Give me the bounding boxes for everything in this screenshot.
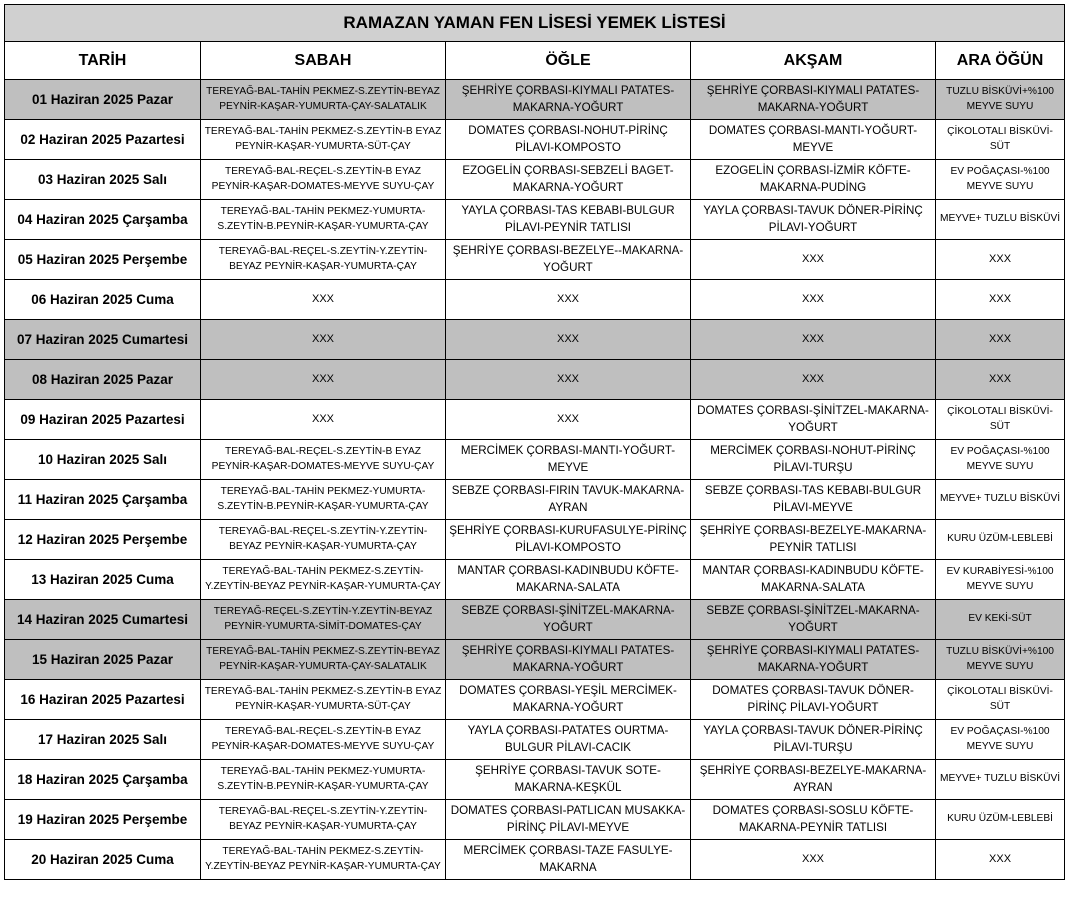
cell-sabah: TEREYAĞ-BAL-TAHİN PEKMEZ-S.ZEYTİN-BEYAZ PEYNİR-KAŞAR-YUMURTA-ÇAY-SALATALIK xyxy=(201,640,446,680)
table-row xyxy=(5,680,1065,720)
cell-date: 13 Haziran 2025 Cuma xyxy=(5,560,201,600)
table-row xyxy=(5,320,1065,360)
cell-sabah: XXX xyxy=(201,320,446,360)
cell-aksam: ŞEHRİYE ÇORBASI-KIYMALI PATATES-MAKARNA-YOĞURT xyxy=(691,640,936,680)
cell-ara-ogun: MEYVE+ TUZLU BİSKÜVİ xyxy=(936,480,1065,520)
cell-sabah: XXX xyxy=(201,280,446,320)
cell-date: 14 Haziran 2025 Cumartesi xyxy=(5,600,201,640)
cell-aksam: XXX xyxy=(691,320,936,360)
cell-sabah: TEREYAĞ-BAL-REÇEL-S.ZEYTİN-Y.ZEYTİN-BEYAZ PEYNİR-KAŞAR-YUMURTA-ÇAY xyxy=(201,240,446,280)
cell-ara-ogun: TUZLU BİSKÜVİ+%100 MEYVE SUYU xyxy=(936,640,1065,680)
cell-ara-ogun: XXX xyxy=(936,280,1065,320)
table-row xyxy=(5,760,1065,800)
table-row xyxy=(5,240,1065,280)
table-row xyxy=(5,360,1065,400)
cell-ogle: DOMATES ÇORBASI-PATLICAN MUSAKKA-PİRİNÇ PİLAVI-MEYVE xyxy=(446,800,691,840)
cell-ogle: ŞEHRİYE ÇORBASI-KURUFASULYE-PİRİNÇ PİLAVI-KOMPOSTO xyxy=(446,520,691,560)
cell-date: 09 Haziran 2025 Pazartesi xyxy=(5,400,201,440)
cell-date: 19 Haziran 2025 Perşembe xyxy=(5,800,201,840)
cell-ogle: XXX xyxy=(446,360,691,400)
table-row xyxy=(5,160,1065,200)
cell-ogle: XXX xyxy=(446,320,691,360)
cell-sabah: TEREYAĞ-BAL-TAHİN PEKMEZ-S.ZEYTİN-B EYAZ PEYNİR-KAŞAR-YUMURTA-SÜT-ÇAY xyxy=(201,680,446,720)
cell-date: 05 Haziran 2025 Perşembe xyxy=(5,240,201,280)
cell-date: 15 Haziran 2025 Pazar xyxy=(5,640,201,680)
cell-aksam: XXX xyxy=(691,360,936,400)
cell-ara-ogun: MEYVE+ TUZLU BİSKÜVİ xyxy=(936,760,1065,800)
cell-ogle: EZOGELİN ÇORBASI-SEBZELİ BAGET-MAKARNA-YOĞURT xyxy=(446,160,691,200)
cell-ogle: MERCİMEK ÇORBASI-MANTI-YOĞURT-MEYVE xyxy=(446,440,691,480)
cell-date: 03 Haziran 2025 Salı xyxy=(5,160,201,200)
table-row xyxy=(5,640,1065,680)
cell-date: 10 Haziran 2025 Salı xyxy=(5,440,201,480)
cell-aksam: DOMATES ÇORBASI-TAVUK DÖNER-PİRİNÇ PİLAVI-YOĞURT xyxy=(691,680,936,720)
table-row xyxy=(5,80,1065,120)
cell-ogle: DOMATES ÇORBASI-YEŞİL MERCİMEK-MAKARNA-YOĞURT xyxy=(446,680,691,720)
header-tarih: TARİH xyxy=(5,42,201,80)
cell-aksam: ŞEHRİYE ÇORBASI-BEZELYE-MAKARNA-PEYNİR TATLISI xyxy=(691,520,936,560)
table-title: RAMAZAN YAMAN FEN LİSESİ YEMEK LİSTESİ xyxy=(5,5,1065,42)
cell-ogle: SEBZE ÇORBASI-FIRIN TAVUK-MAKARNA-AYRAN xyxy=(446,480,691,520)
cell-ara-ogun: EV KEKİ-SÜT xyxy=(936,600,1065,640)
table-row xyxy=(5,280,1065,320)
cell-aksam: YAYLA ÇORBASI-TAVUK DÖNER-PİRİNÇ PİLAVI-TURŞU xyxy=(691,720,936,760)
table-row xyxy=(5,800,1065,840)
cell-aksam: SEBZE ÇORBASI-TAS KEBABI-BULGUR PİLAVI-MEYVE xyxy=(691,480,936,520)
cell-ogle: ŞEHRİYE ÇORBASI-TAVUK SOTE-MAKARNA-KEŞKÜL xyxy=(446,760,691,800)
table-row xyxy=(5,440,1065,480)
cell-sabah: TEREYAĞ-BAL-REÇEL-S.ZEYTİN-B EYAZ PEYNİR-KAŞAR-DOMATES-MEYVE SUYU-ÇAY xyxy=(201,440,446,480)
cell-ogle: XXX xyxy=(446,280,691,320)
cell-date: 12 Haziran 2025 Perşembe xyxy=(5,520,201,560)
cell-sabah: XXX xyxy=(201,400,446,440)
cell-date: 17 Haziran 2025 Salı xyxy=(5,720,201,760)
cell-aksam: MANTAR ÇORBASI-KADINBUDU KÖFTE-MAKARNA-SALATA xyxy=(691,560,936,600)
table-row xyxy=(5,840,1065,880)
header-aksam: AKŞAM xyxy=(691,42,936,80)
table-row xyxy=(5,720,1065,760)
cell-ogle: ŞEHRİYE ÇORBASI-BEZELYE--MAKARNA-YOĞURT xyxy=(446,240,691,280)
cell-ara-ogun: ÇİKOLOTALI BİSKÜVİ-SÜT xyxy=(936,400,1065,440)
table-row xyxy=(5,560,1065,600)
cell-ara-ogun: EV POĞAÇASI-%100 MEYVE SUYU xyxy=(936,720,1065,760)
cell-date: 06 Haziran 2025 Cuma xyxy=(5,280,201,320)
cell-aksam: XXX xyxy=(691,840,936,880)
cell-ara-ogun: XXX xyxy=(936,240,1065,280)
table-row xyxy=(5,520,1065,560)
cell-sabah: TEREYAĞ-REÇEL-S.ZEYTİN-Y.ZEYTİN-BEYAZ PEYNİR-YUMURTA-SİMİT-DOMATES-ÇAY xyxy=(201,600,446,640)
cell-sabah: TEREYAĞ-BAL-TAHİN PEKMEZ-S.ZEYTİN-Y.ZEYTİN-BEYAZ PEYNİR-KAŞAR-YUMURTA-ÇAY xyxy=(201,560,446,600)
cell-date: 18 Haziran 2025 Çarşamba xyxy=(5,760,201,800)
cell-aksam: DOMATES ÇORBASI-SOSLU KÖFTE-MAKARNA-PEYNİR TATLISI xyxy=(691,800,936,840)
table-row xyxy=(5,120,1065,160)
cell-ara-ogun: ÇİKOLOTALI BİSKÜVİ-SÜT xyxy=(936,120,1065,160)
cell-aksam: XXX xyxy=(691,280,936,320)
cell-ara-ogun: MEYVE+ TUZLU BİSKÜVİ xyxy=(936,200,1065,240)
cell-ara-ogun: EV POĞAÇASI-%100 MEYVE SUYU xyxy=(936,440,1065,480)
cell-aksam: EZOGELİN ÇORBASI-İZMİR KÖFTE-MAKARNA-PUDİNG xyxy=(691,160,936,200)
cell-ara-ogun: EV POĞAÇASI-%100 MEYVE SUYU xyxy=(936,160,1065,200)
cell-sabah: TEREYAĞ-BAL-REÇEL-S.ZEYTİN-Y.ZEYTİN-BEYAZ PEYNİR-KAŞAR-YUMURTA-ÇAY xyxy=(201,520,446,560)
cell-aksam: MERCİMEK ÇORBASI-NOHUT-PİRİNÇ PİLAVI-TURŞU xyxy=(691,440,936,480)
cell-sabah: TEREYAĞ-BAL-REÇEL-S.ZEYTİN-B EYAZ PEYNİR-KAŞAR-DOMATES-MEYVE SUYU-ÇAY xyxy=(201,160,446,200)
cell-ara-ogun: TUZLU BİSKÜVİ+%100 MEYVE SUYU xyxy=(936,80,1065,120)
cell-date: 02 Haziran 2025 Pazartesi xyxy=(5,120,201,160)
cell-sabah: TEREYAĞ-BAL-TAHİN PEKMEZ-YUMURTA-S.ZEYTİN-B.PEYNİR-KAŞAR-YUMURTA-ÇAY xyxy=(201,760,446,800)
cell-aksam: DOMATES ÇORBASI-MANTI-YOĞURT-MEYVE xyxy=(691,120,936,160)
cell-aksam: DOMATES ÇORBASI-ŞİNİTZEL-MAKARNA-YOĞURT xyxy=(691,400,936,440)
cell-ogle: MANTAR ÇORBASI-KADINBUDU KÖFTE-MAKARNA-SALATA xyxy=(446,560,691,600)
cell-ogle: MERCİMEK ÇORBASI-TAZE FASULYE-MAKARNA xyxy=(446,840,691,880)
cell-ara-ogun: XXX xyxy=(936,360,1065,400)
cell-sabah: TEREYAĞ-BAL-TAHİN PEKMEZ-YUMURTA-S.ZEYTİN-B.PEYNİR-KAŞAR-YUMURTA-ÇAY xyxy=(201,200,446,240)
cell-ara-ogun: KURU ÜZÜM-LEBLEBİ xyxy=(936,520,1065,560)
cell-aksam: XXX xyxy=(691,240,936,280)
header-row xyxy=(5,42,1065,80)
cell-aksam: SEBZE ÇORBASI-ŞİNİTZEL-MAKARNA-YOĞURT xyxy=(691,600,936,640)
cell-aksam: YAYLA ÇORBASI-TAVUK DÖNER-PİRİNÇ PİLAVI-YOĞURT xyxy=(691,200,936,240)
cell-ara-ogun: XXX xyxy=(936,840,1065,880)
menu-table xyxy=(4,4,1065,880)
cell-ogle: YAYLA ÇORBASI-PATATES OURTMA-BULGUR PİLAVI-CACIK xyxy=(446,720,691,760)
header-sabah: SABAH xyxy=(201,42,446,80)
cell-sabah: TEREYAĞ-BAL-TAHİN PEKMEZ-S.ZEYTİN-BEYAZ PEYNİR-KAŞAR-YUMURTA-ÇAY-SALATALIK xyxy=(201,80,446,120)
cell-ogle: ŞEHRİYE ÇORBASI-KIYMALI PATATES-MAKARNA-YOĞURT xyxy=(446,640,691,680)
table-row xyxy=(5,400,1065,440)
cell-ogle: ŞEHRİYE ÇORBASI-KIYMALI PATATES-MAKARNA-YOĞURT xyxy=(446,80,691,120)
table-row xyxy=(5,480,1065,520)
cell-sabah: TEREYAĞ-BAL-TAHİN PEKMEZ-S.ZEYTİN-Y.ZEYTİN-BEYAZ PEYNİR-KAŞAR-YUMURTA-ÇAY xyxy=(201,840,446,880)
cell-date: 11 Haziran 2025 Çarşamba xyxy=(5,480,201,520)
cell-date: 01 Haziran 2025 Pazar xyxy=(5,80,201,120)
cell-ara-ogun: KURU ÜZÜM-LEBLEBİ xyxy=(936,800,1065,840)
cell-sabah: TEREYAĞ-BAL-TAHİN PEKMEZ-YUMURTA-S.ZEYTİN-B.PEYNİR-KAŞAR-YUMURTA-ÇAY xyxy=(201,480,446,520)
table-row xyxy=(5,600,1065,640)
cell-date: 20 Haziran 2025 Cuma xyxy=(5,840,201,880)
table-row xyxy=(5,200,1065,240)
cell-date: 16 Haziran 2025 Pazartesi xyxy=(5,680,201,720)
cell-date: 07 Haziran 2025 Cumartesi xyxy=(5,320,201,360)
cell-aksam: ŞEHRİYE ÇORBASI-BEZELYE-MAKARNA-AYRAN xyxy=(691,760,936,800)
cell-ara-ogun: XXX xyxy=(936,320,1065,360)
cell-sabah: TEREYAĞ-BAL-REÇEL-S.ZEYTİN-Y.ZEYTİN-BEYAZ PEYNİR-KAŞAR-YUMURTA-ÇAY xyxy=(201,800,446,840)
cell-ogle: SEBZE ÇORBASI-ŞİNİTZEL-MAKARNA-YOĞURT xyxy=(446,600,691,640)
cell-ogle: YAYLA ÇORBASI-TAS KEBABI-BULGUR PİLAVI-PEYNİR TATLISI xyxy=(446,200,691,240)
cell-aksam: ŞEHRİYE ÇORBASI-KIYMALI PATATES-MAKARNA-YOĞURT xyxy=(691,80,936,120)
title-row xyxy=(5,5,1065,42)
cell-ara-ogun: EV KURABİYESİ-%100 MEYVE SUYU xyxy=(936,560,1065,600)
header-ogle: ÖĞLE xyxy=(446,42,691,80)
cell-ogle: DOMATES ÇORBASI-NOHUT-PİRİNÇ PİLAVI-KOMPOSTO xyxy=(446,120,691,160)
cell-ara-ogun: ÇİKOLOTALI BİSKÜVİ-SÜT xyxy=(936,680,1065,720)
cell-sabah: TEREYAĞ-BAL-TAHİN PEKMEZ-S.ZEYTİN-B EYAZ PEYNİR-KAŞAR-YUMURTA-SÜT-ÇAY xyxy=(201,120,446,160)
cell-sabah: XXX xyxy=(201,360,446,400)
cell-sabah: TEREYAĞ-BAL-REÇEL-S.ZEYTİN-B EYAZ PEYNİR-KAŞAR-DOMATES-MEYVE SUYU-ÇAY xyxy=(201,720,446,760)
cell-date: 04 Haziran 2025 Çarşamba xyxy=(5,200,201,240)
cell-ogle: XXX xyxy=(446,400,691,440)
header-ara-ogun: ARA ÖĞÜN xyxy=(936,42,1065,80)
cell-date: 08 Haziran 2025 Pazar xyxy=(5,360,201,400)
